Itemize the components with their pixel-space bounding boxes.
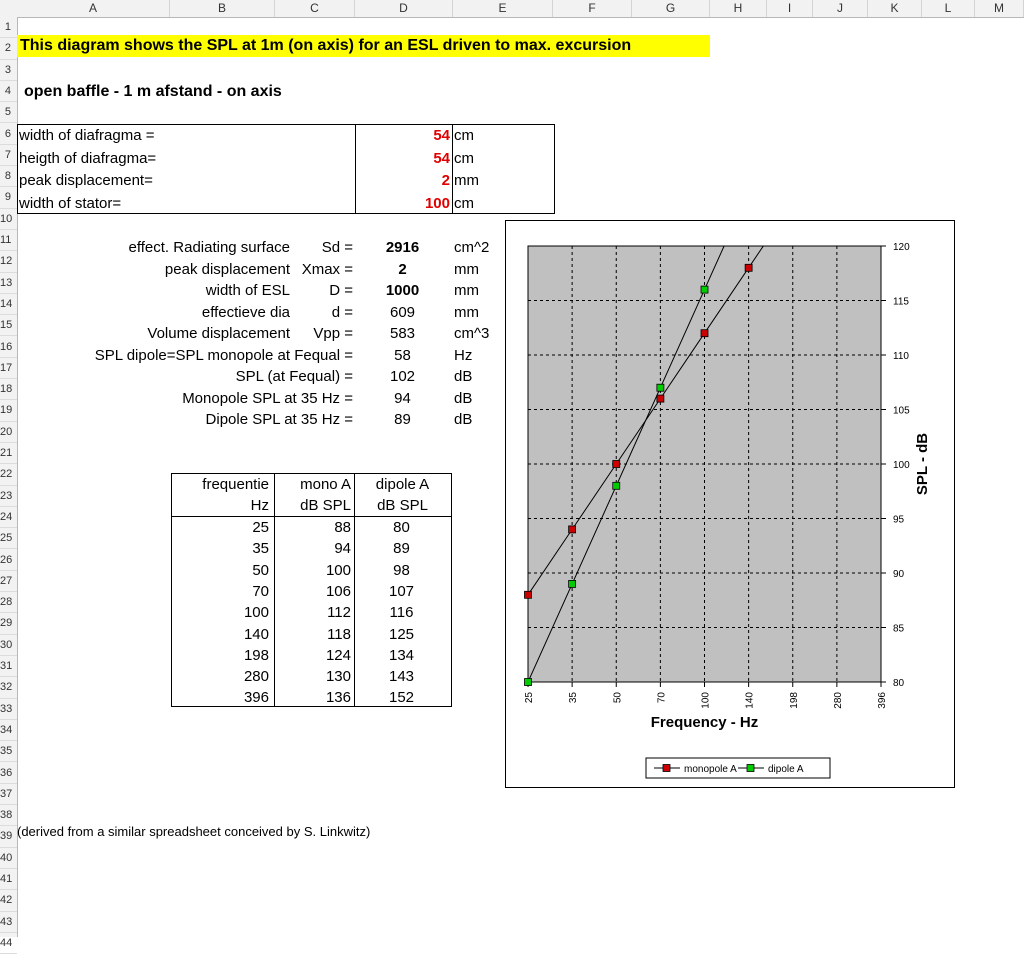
row-header-9[interactable]: 9 xyxy=(0,187,17,208)
input-label[interactable]: heigth of diafragma= xyxy=(19,149,157,167)
row-header-38[interactable]: 38 xyxy=(0,805,17,826)
row-header-31[interactable]: 31 xyxy=(0,656,17,677)
spl-chart-svg xyxy=(506,221,954,787)
row-header-22[interactable]: 22 xyxy=(0,464,17,485)
row-header-28[interactable]: 28 xyxy=(0,592,17,613)
input-unit[interactable]: cm xyxy=(454,194,474,212)
y-tick-label: 120 xyxy=(893,242,910,253)
legend-marker xyxy=(747,765,754,772)
column-header-G[interactable]: G xyxy=(632,0,710,17)
row-header-16[interactable]: 16 xyxy=(0,337,17,358)
row-header-40[interactable]: 40 xyxy=(0,848,17,869)
calc-label[interactable]: SPL dipole=SPL monopole at Fequal = xyxy=(94,346,353,364)
data-point[interactable] xyxy=(613,461,620,468)
row-header-10[interactable]: 10 xyxy=(0,209,17,230)
column-header-A[interactable]: A xyxy=(17,0,170,17)
row-header-32[interactable]: 32 xyxy=(0,677,17,698)
table-cell[interactable]: 116 xyxy=(389,604,414,622)
row-header-36[interactable]: 36 xyxy=(0,763,17,784)
table-cell[interactable]: 107 xyxy=(388,582,415,600)
data-point[interactable] xyxy=(745,264,752,271)
x-tick-label: 140 xyxy=(744,692,756,709)
title-banner[interactable] xyxy=(17,35,710,57)
row-header-20[interactable]: 20 xyxy=(0,422,17,443)
data-point[interactable] xyxy=(657,384,664,391)
x-tick-label: 396 xyxy=(877,692,888,709)
x-tick-label: 100 xyxy=(700,692,712,709)
row-header-7[interactable]: 7 xyxy=(0,145,17,166)
table-header[interactable]: dB SPL xyxy=(300,497,351,514)
row-header-26[interactable]: 26 xyxy=(0,550,17,571)
row-header-37[interactable]: 37 xyxy=(0,784,17,805)
input-value[interactable]: 54 xyxy=(433,127,450,144)
x-tick-label: 198 xyxy=(788,692,800,709)
table-cell[interactable]: 136 xyxy=(325,689,351,707)
table-cell[interactable]: 112 xyxy=(327,604,351,622)
y-tick-label: 105 xyxy=(893,405,910,417)
calc-symbol[interactable]: D = xyxy=(329,282,353,299)
calc-label[interactable]: width of ESL xyxy=(205,282,290,299)
column-header-F[interactable]: F xyxy=(553,0,632,17)
calc-value[interactable]: 2916 xyxy=(385,239,420,256)
table-header[interactable]: frequentie xyxy=(202,476,269,493)
x-tick-label: 25 xyxy=(524,692,535,704)
table-cell[interactable]: 143 xyxy=(388,668,415,686)
spl-chart[interactable] xyxy=(505,220,955,788)
table-header[interactable]: mono A xyxy=(300,476,351,493)
input-value[interactable]: 54 xyxy=(433,149,450,167)
calc-unit[interactable]: Hz xyxy=(454,346,473,364)
row-header-8[interactable]: 8 xyxy=(0,166,17,187)
row-header-19[interactable]: 19 xyxy=(0,400,17,421)
table-cell[interactable]: 396 xyxy=(243,689,269,707)
table-cell[interactable]: 70 xyxy=(252,582,269,600)
table-cell[interactable]: 106 xyxy=(325,582,351,600)
row-header-33[interactable]: 33 xyxy=(0,699,17,720)
data-point[interactable] xyxy=(569,580,576,587)
y-tick-label: 90 xyxy=(893,569,905,580)
data-point[interactable] xyxy=(657,395,664,402)
y-tick-label: 110 xyxy=(893,351,909,362)
calc-value[interactable]: 58 xyxy=(394,346,411,364)
table-cell[interactable]: 88 xyxy=(334,519,351,536)
row-header-14[interactable]: 14 xyxy=(0,294,17,315)
table-cell[interactable]: 125 xyxy=(388,625,415,643)
table-cell[interactable]: 118 xyxy=(327,625,351,643)
y-tick-label: 100 xyxy=(893,460,910,471)
row-header-27[interactable]: 27 xyxy=(0,571,17,592)
x-tick-label: 70 xyxy=(656,692,668,704)
x-axis-title: Frequency - Hz xyxy=(650,714,759,731)
column-header-K[interactable]: K xyxy=(868,0,922,17)
x-tick-label: 35 xyxy=(568,692,580,704)
calc-symbol[interactable]: Sd = xyxy=(321,239,353,256)
table-cell[interactable]: 130 xyxy=(325,668,351,686)
calc-symbol[interactable]: Xmax = xyxy=(301,260,353,278)
data-point[interactable] xyxy=(525,591,532,598)
row-header-17[interactable]: 17 xyxy=(0,358,17,379)
column-header-J[interactable]: J xyxy=(813,0,868,17)
table-cell[interactable]: 80 xyxy=(393,519,410,536)
input-label[interactable]: width of stator= xyxy=(19,194,122,212)
row-header-42[interactable]: 42 xyxy=(0,890,17,911)
table-cell[interactable]: 89 xyxy=(393,540,410,558)
data-point[interactable] xyxy=(701,330,708,337)
table-cell[interactable]: 198 xyxy=(243,646,269,664)
y-tick-label: 115 xyxy=(893,296,909,308)
sheet-subtitle[interactable]: open baffle - 1 m afstand - on axis xyxy=(24,83,282,100)
table-header[interactable]: Hz xyxy=(250,497,269,514)
table-cell[interactable]: 280 xyxy=(243,668,269,686)
column-header-B[interactable]: B xyxy=(170,0,275,17)
data-point[interactable] xyxy=(701,286,708,293)
table-header[interactable]: dB SPL xyxy=(377,497,428,514)
column-header-L[interactable]: L xyxy=(922,0,975,17)
calc-label[interactable]: Monopole SPL at 35 Hz = xyxy=(182,389,353,407)
calc-unit[interactable]: mm xyxy=(454,260,479,278)
calc-value[interactable]: 1000 xyxy=(385,282,420,299)
input-label[interactable]: width of diafragma = xyxy=(19,127,155,144)
calc-value[interactable]: 2 xyxy=(398,260,407,278)
row-header-23[interactable]: 23 xyxy=(0,486,17,507)
row-header-39[interactable]: 39 xyxy=(0,826,17,847)
table-cell[interactable]: 100 xyxy=(325,561,351,579)
table-cell[interactable]: 124 xyxy=(325,646,351,664)
calc-unit[interactable]: dB xyxy=(454,389,473,407)
table-cell[interactable]: 35 xyxy=(252,540,269,558)
row-header-15[interactable]: 15 xyxy=(0,315,17,336)
row-header-13[interactable]: 13 xyxy=(0,273,17,294)
table-cell[interactable]: 94 xyxy=(334,540,351,558)
input-unit[interactable]: mm xyxy=(454,172,479,189)
input-value[interactable]: 100 xyxy=(424,194,450,212)
calc-value[interactable]: 94 xyxy=(394,389,411,407)
sheet-title: This diagram shows the SPL at 1m (on axis) for an ESL driven to max. excursion xyxy=(20,37,632,54)
input-unit[interactable]: cm xyxy=(454,149,474,167)
column-headers xyxy=(0,0,1024,18)
x-tick-label: 280 xyxy=(832,692,844,709)
row-header-3[interactable]: 3 xyxy=(0,60,17,81)
calc-unit[interactable]: cm^3 xyxy=(454,325,490,342)
calc-label[interactable]: effect. Radiating surface xyxy=(128,239,290,256)
column-header-M[interactable]: M xyxy=(975,0,1024,17)
data-point[interactable] xyxy=(613,482,620,489)
y-tick-label: 95 xyxy=(893,514,905,526)
column-header-C[interactable]: C xyxy=(275,0,355,17)
input-label[interactable]: peak displacement= xyxy=(19,172,153,189)
row-header-29[interactable]: 29 xyxy=(0,613,17,634)
calc-label[interactable]: peak displacement xyxy=(164,260,290,278)
row-header-25[interactable]: 25 xyxy=(0,528,17,549)
row-header-35[interactable]: 35 xyxy=(0,741,17,762)
table-cell[interactable]: 25 xyxy=(252,519,269,536)
footnote[interactable]: (derived from a similar spreadsheet conceived by S. Linkwitz) xyxy=(17,824,371,839)
calc-unit[interactable]: cm^2 xyxy=(454,239,490,256)
input-unit[interactable]: cm xyxy=(454,127,474,144)
column-header-H[interactable]: H xyxy=(710,0,767,17)
table-cell[interactable]: 134 xyxy=(388,646,415,664)
calc-value[interactable]: 609 xyxy=(389,303,416,321)
row-header-41[interactable]: 41 xyxy=(0,869,17,890)
row-header-6[interactable]: 6 xyxy=(0,124,17,145)
y-tick-label: 80 xyxy=(893,678,905,689)
row-header-1[interactable]: 1 xyxy=(0,17,17,38)
row-header-18[interactable]: 18 xyxy=(0,379,17,400)
row-headers xyxy=(0,17,18,949)
legend-marker xyxy=(663,765,670,772)
row-header-11[interactable]: 11 xyxy=(0,230,17,251)
calc-symbol[interactable]: Vpp = xyxy=(313,325,353,342)
calc-value[interactable]: 89 xyxy=(394,411,411,428)
row-header-2[interactable]: 2 xyxy=(0,38,17,59)
calc-symbol[interactable]: d = xyxy=(331,303,353,321)
calc-label[interactable]: Volume displacement xyxy=(147,325,290,342)
calc-value[interactable]: 583 xyxy=(389,325,416,342)
x-tick-label: 50 xyxy=(612,692,624,704)
row-header-30[interactable]: 30 xyxy=(0,635,17,656)
column-header-I[interactable]: I xyxy=(767,0,813,17)
calc-unit[interactable]: dB xyxy=(454,368,473,385)
input-value[interactable]: 2 xyxy=(441,172,450,189)
row-header-44[interactable]: 44 xyxy=(0,933,17,954)
row-header-5[interactable]: 5 xyxy=(0,102,17,123)
column-header-E[interactable]: E xyxy=(453,0,553,17)
row-header-24[interactable]: 24 xyxy=(0,507,17,528)
row-header-21[interactable]: 21 xyxy=(0,443,17,464)
calc-unit[interactable]: mm xyxy=(454,282,479,299)
row-header-34[interactable]: 34 xyxy=(0,720,17,741)
calc-unit[interactable]: dB xyxy=(454,411,473,428)
calc-label[interactable]: SPL (at Fequal) = xyxy=(235,368,353,385)
calc-value[interactable]: 102 xyxy=(389,368,416,385)
table-cell[interactable]: 152 xyxy=(388,689,415,707)
legend-label: dipole A xyxy=(768,764,804,775)
table-cell[interactable]: 50 xyxy=(252,561,269,579)
row-header-12[interactable]: 12 xyxy=(0,251,17,272)
table-header[interactable]: dipole A xyxy=(375,476,430,493)
row-header-4[interactable]: 4 xyxy=(0,81,17,102)
data-point[interactable] xyxy=(525,679,532,686)
data-point[interactable] xyxy=(569,526,576,533)
calc-label[interactable]: Dipole SPL at 35 Hz = xyxy=(205,411,353,428)
table-cell[interactable]: 98 xyxy=(393,561,410,579)
legend-label: monopole A xyxy=(684,764,737,775)
y-axis-title: SPL - dB xyxy=(914,432,931,496)
table-cell[interactable]: 140 xyxy=(243,625,269,643)
table-cell[interactable]: 100 xyxy=(243,604,269,622)
calc-label[interactable]: effectieve dia xyxy=(201,303,290,321)
y-tick-label: 85 xyxy=(893,623,905,635)
calc-unit[interactable]: mm xyxy=(454,303,479,321)
column-header-D[interactable]: D xyxy=(355,0,453,17)
row-header-43[interactable]: 43 xyxy=(0,912,17,933)
